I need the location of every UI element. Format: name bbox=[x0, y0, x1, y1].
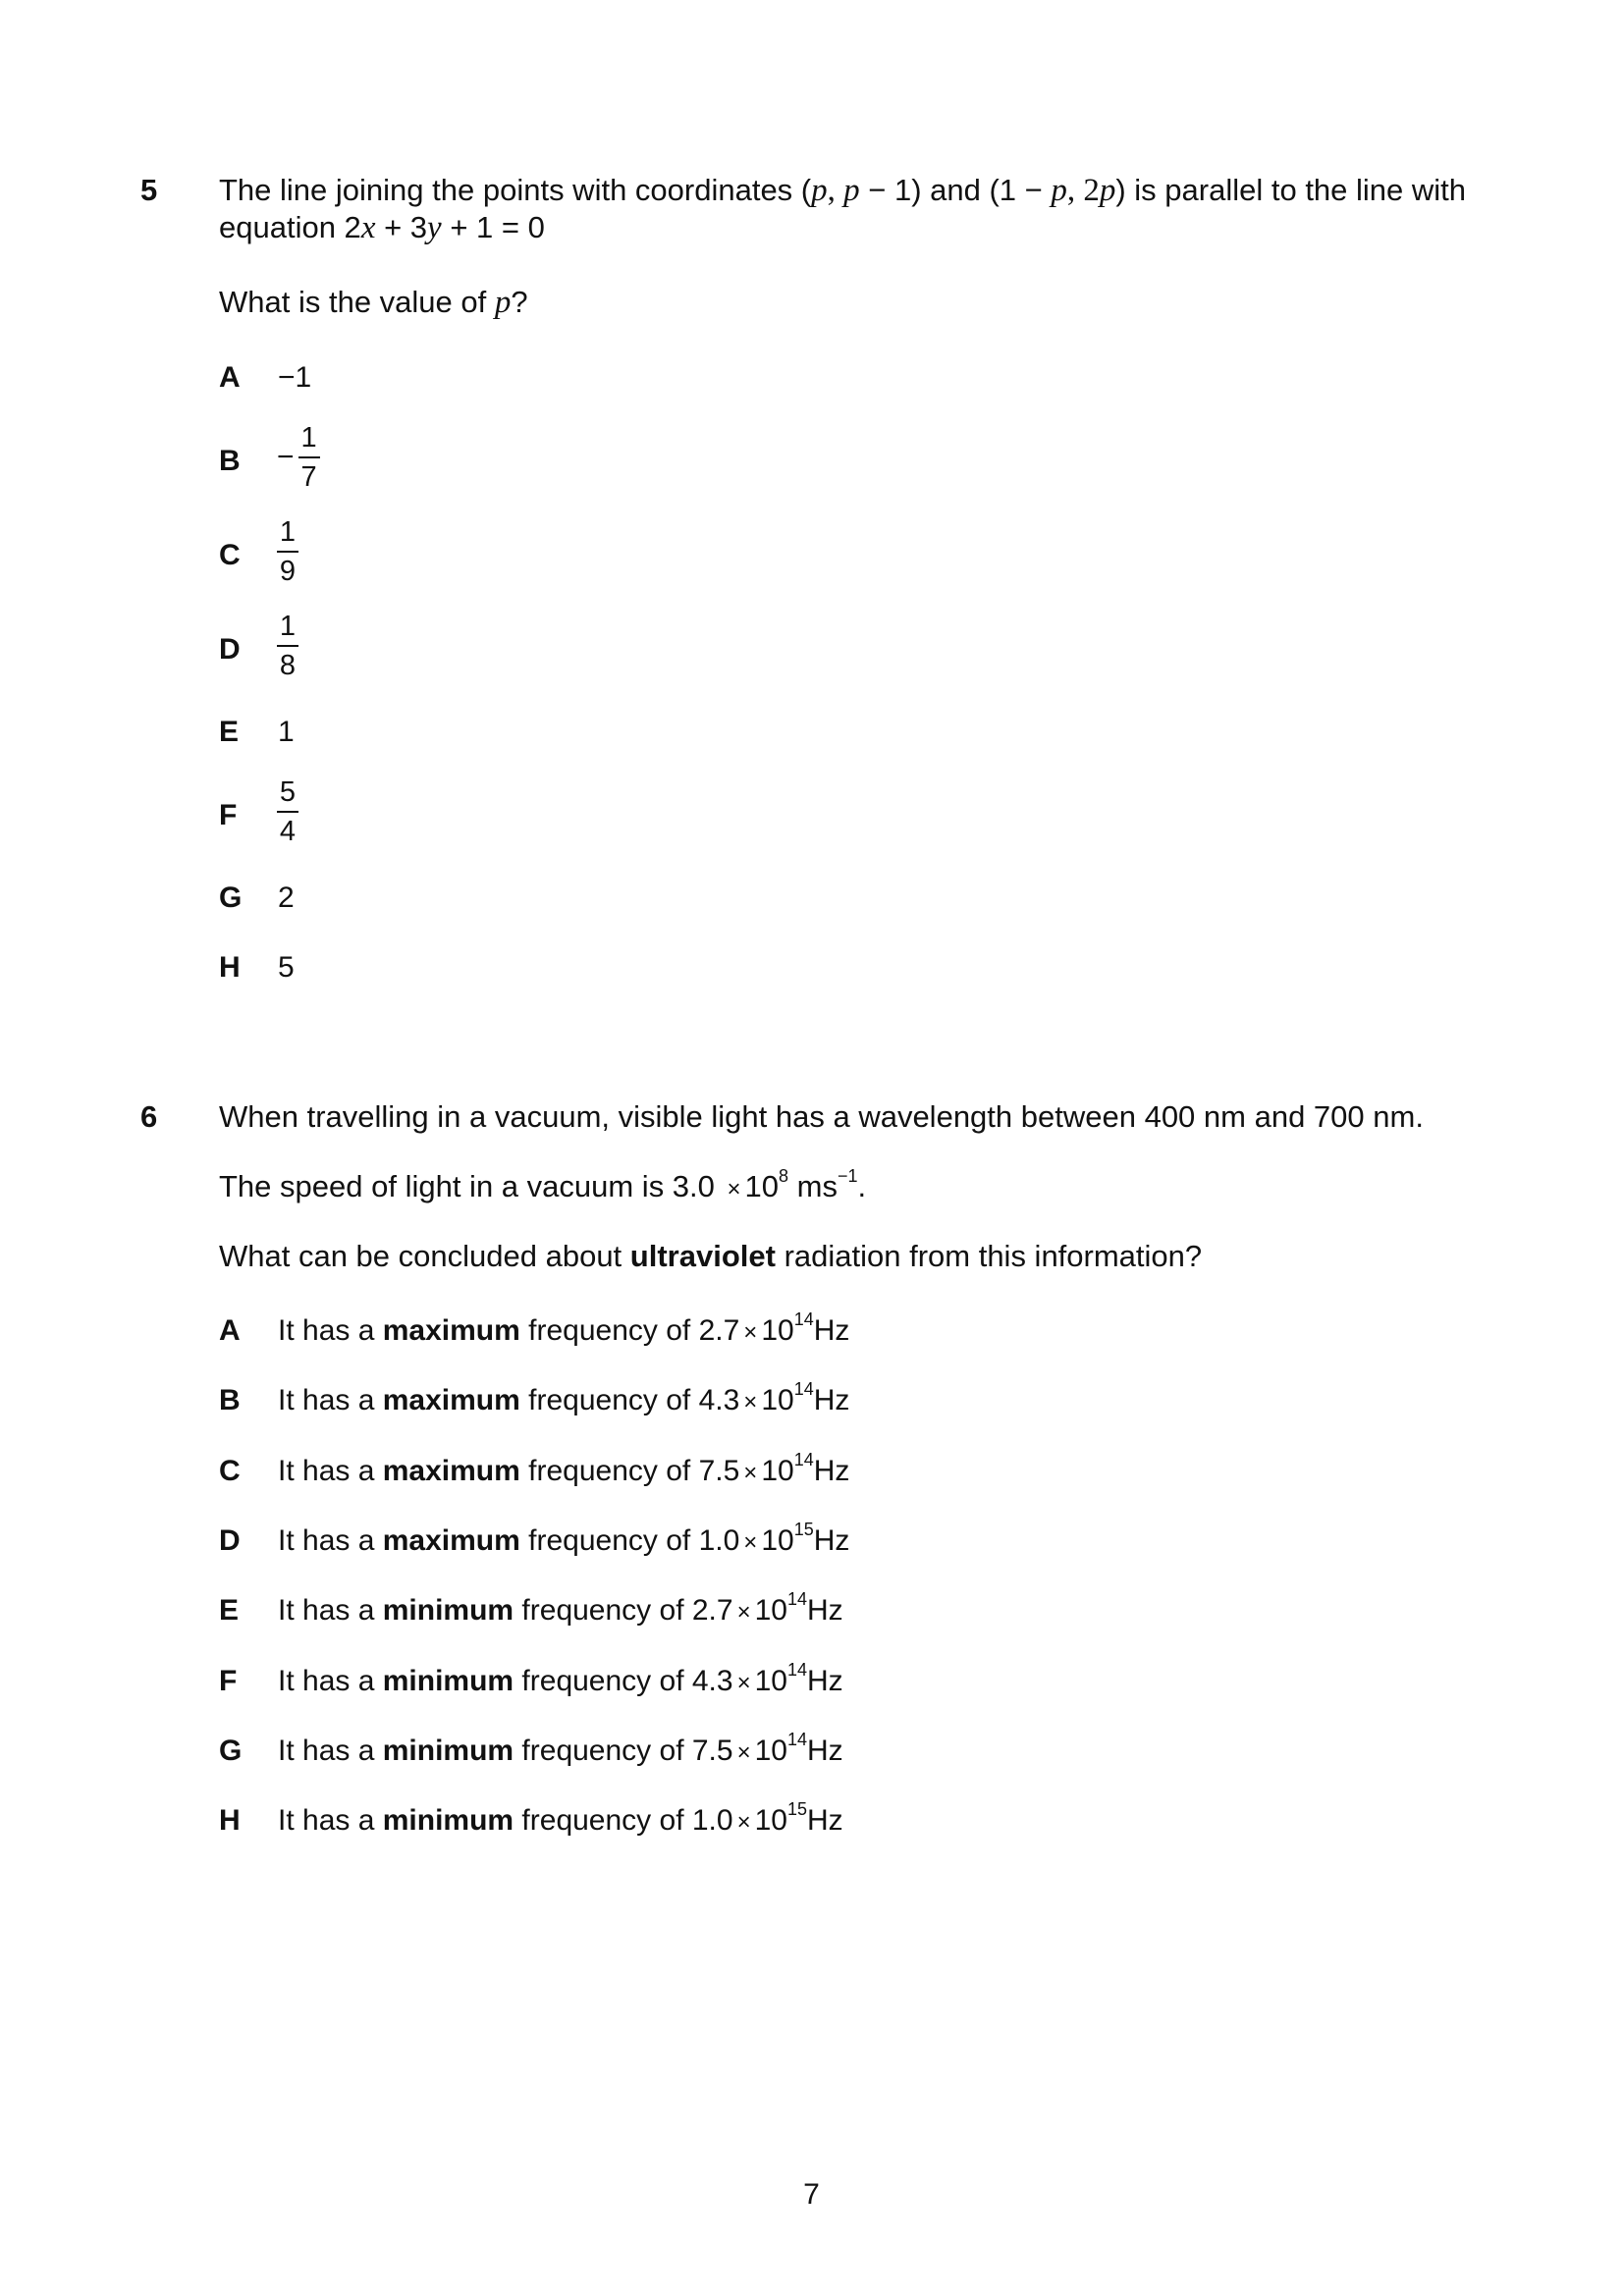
option-mid: frequency of bbox=[519, 1314, 699, 1347]
q6-option-text-f bbox=[278, 1660, 843, 1701]
q6-question bbox=[219, 1238, 1202, 1275]
q6-option-text-b bbox=[278, 1379, 850, 1420]
option-prefix: It has a bbox=[278, 1665, 383, 1697]
q5-stem-text: − 1) and (1 − bbox=[859, 173, 1052, 207]
option-mid: frequency of bbox=[514, 1665, 692, 1697]
times-sign: × bbox=[736, 1809, 751, 1836]
q6-stem-line-2 bbox=[219, 1165, 867, 1208]
q5-option-letter-a: A bbox=[219, 361, 241, 394]
power-exponent: 14 bbox=[793, 1450, 814, 1469]
option-mid: frequency of bbox=[519, 1524, 699, 1557]
q6-option-text-g bbox=[278, 1730, 843, 1771]
q5-option-letter-h: H bbox=[219, 951, 241, 984]
power-base: 10 bbox=[744, 1169, 780, 1203]
unit-text: Hz bbox=[807, 1594, 843, 1627]
q5-stem-text: ) is parallel to the line with bbox=[1115, 173, 1467, 207]
q5-option-letter-b: B bbox=[219, 445, 241, 477]
fraction bbox=[277, 516, 298, 587]
q5-stem-text: The line joining the points with coordinates ( bbox=[219, 173, 812, 207]
fraction-bar bbox=[277, 645, 298, 647]
power-exponent: 15 bbox=[793, 1520, 814, 1539]
option-mantissa: 2.7 bbox=[698, 1314, 740, 1347]
unit-text: ms bbox=[788, 1169, 838, 1203]
q6-option-text-a bbox=[278, 1309, 850, 1351]
option-mid: frequency of bbox=[514, 1804, 692, 1837]
option-kind: minimum bbox=[382, 1594, 514, 1627]
fraction-numerator: 1 bbox=[300, 422, 317, 454]
fraction-bar bbox=[277, 551, 298, 553]
times-sign: × bbox=[736, 1670, 751, 1696]
times-sign: × bbox=[736, 1739, 751, 1766]
q5-option-value-g: 2 bbox=[278, 881, 295, 914]
q5-stem-text: + 1 = 0 bbox=[441, 210, 545, 244]
q5-comma: , bbox=[827, 173, 844, 208]
option-kind: maximum bbox=[382, 1314, 520, 1347]
power-exponent: 14 bbox=[786, 1660, 808, 1680]
q5-var-y: y bbox=[427, 210, 442, 245]
option-prefix: It has a bbox=[278, 1804, 383, 1837]
fraction bbox=[277, 776, 298, 847]
fraction-numerator: 5 bbox=[279, 776, 297, 808]
option-kind: minimum bbox=[382, 1735, 514, 1767]
unit-text: Hz bbox=[813, 1524, 850, 1557]
fraction-denominator: 4 bbox=[279, 816, 297, 847]
q5-stem-text: equation 2 bbox=[219, 210, 361, 244]
q6-option-text-h bbox=[278, 1799, 843, 1841]
page-number: 7 bbox=[803, 2178, 820, 2211]
question-number-6: 6 bbox=[140, 1099, 158, 1134]
unit-text: Hz bbox=[813, 1384, 850, 1416]
q5-var-p: p bbox=[811, 173, 828, 208]
q6-option-text-c bbox=[278, 1450, 850, 1491]
q6-option-letter-c: C bbox=[219, 1455, 241, 1487]
power-base: 10 bbox=[761, 1314, 794, 1347]
option-prefix: It has a bbox=[278, 1594, 383, 1627]
power-exponent: 15 bbox=[786, 1799, 808, 1819]
fraction-denominator: 7 bbox=[300, 461, 317, 493]
fraction bbox=[277, 611, 298, 681]
q5-option-letter-f: F bbox=[219, 799, 238, 831]
q5-question-text: What is the value of bbox=[219, 285, 495, 319]
q6-question-emphasis: ultraviolet bbox=[629, 1239, 776, 1273]
unit-exponent: −1 bbox=[837, 1165, 858, 1186]
q6-option-letter-e: E bbox=[219, 1594, 240, 1627]
times-sign: × bbox=[743, 1460, 758, 1486]
option-kind: minimum bbox=[382, 1804, 514, 1837]
q6-option-text-e bbox=[278, 1589, 843, 1630]
option-prefix: It has a bbox=[278, 1314, 383, 1347]
power-base: 10 bbox=[754, 1735, 787, 1767]
power-base: 10 bbox=[761, 1384, 794, 1416]
fraction-denominator: 8 bbox=[279, 650, 297, 681]
q5-option-fraction-c bbox=[277, 516, 298, 587]
q5-option-letter-d: D bbox=[219, 633, 241, 666]
times-sign: × bbox=[743, 1529, 758, 1556]
q5-var-p: p bbox=[843, 173, 860, 208]
power-exponent: 14 bbox=[793, 1379, 814, 1399]
option-mantissa: 4.3 bbox=[691, 1665, 733, 1697]
times-sign: × bbox=[743, 1389, 758, 1415]
q5-option-value-a: −1 bbox=[278, 361, 312, 394]
fraction-numerator: 1 bbox=[279, 611, 297, 642]
q5-option-letter-c: C bbox=[219, 539, 241, 571]
q5-option-fraction-d bbox=[277, 611, 298, 681]
option-mid: frequency of bbox=[519, 1455, 699, 1487]
option-kind: minimum bbox=[382, 1665, 514, 1697]
option-kind: maximum bbox=[382, 1455, 520, 1487]
option-kind: maximum bbox=[382, 1524, 520, 1557]
minus-sign: − bbox=[277, 441, 295, 473]
q6-stem-text: The speed of light in a vacuum is 3.0 bbox=[219, 1169, 724, 1203]
q6-option-text-d bbox=[278, 1520, 850, 1561]
power-exponent: 8 bbox=[779, 1165, 789, 1186]
q5-option-fraction-b bbox=[277, 422, 320, 493]
q6-option-letter-f: F bbox=[219, 1665, 238, 1697]
option-mid: frequency of bbox=[519, 1384, 699, 1416]
q5-var-p: p bbox=[494, 285, 512, 320]
option-prefix: It has a bbox=[278, 1524, 383, 1557]
power-base: 10 bbox=[754, 1594, 787, 1627]
power-base: 10 bbox=[761, 1455, 794, 1487]
q6-option-letter-d: D bbox=[219, 1524, 241, 1557]
q5-question bbox=[219, 284, 528, 321]
full-stop: . bbox=[857, 1169, 867, 1203]
times-sign: × bbox=[743, 1319, 758, 1346]
option-prefix: It has a bbox=[278, 1735, 383, 1767]
times-sign: × bbox=[736, 1599, 751, 1626]
q6-stem-line-1: When travelling in a vacuum, visible light has a wavelength between 400 nm and 700 nm. bbox=[219, 1099, 1424, 1134]
option-mid: frequency of bbox=[514, 1735, 692, 1767]
fraction-bar bbox=[298, 456, 320, 458]
q5-option-letter-e: E bbox=[219, 716, 240, 748]
q5-question-mark: ? bbox=[511, 285, 528, 319]
q6-option-letter-h: H bbox=[219, 1804, 241, 1837]
option-mantissa: 1.0 bbox=[698, 1524, 740, 1557]
power-base: 10 bbox=[761, 1524, 794, 1557]
unit-text: Hz bbox=[807, 1804, 843, 1837]
q5-stem-text: + 3 bbox=[375, 210, 428, 244]
option-mantissa: 7.5 bbox=[698, 1455, 740, 1487]
question-number-5: 5 bbox=[140, 173, 158, 207]
option-mantissa: 1.0 bbox=[691, 1804, 733, 1837]
unit-text: Hz bbox=[813, 1314, 850, 1347]
option-prefix: It has a bbox=[278, 1384, 383, 1416]
fraction bbox=[298, 422, 320, 493]
q5-var-p: p bbox=[1051, 173, 1067, 208]
q6-option-letter-b: B bbox=[219, 1384, 241, 1416]
option-mantissa: 4.3 bbox=[698, 1384, 740, 1416]
q6-question-text: radiation from this information? bbox=[775, 1239, 1203, 1273]
q5-option-value-e: 1 bbox=[278, 716, 295, 748]
q6-option-letter-g: G bbox=[219, 1735, 243, 1767]
unit-text: Hz bbox=[813, 1455, 850, 1487]
q5-var-p: p bbox=[1099, 173, 1116, 208]
q5-option-fraction-f bbox=[277, 776, 298, 847]
fraction-denominator: 9 bbox=[279, 556, 297, 587]
q5-stem-line-2 bbox=[219, 209, 545, 246]
fraction-numerator: 1 bbox=[279, 516, 297, 548]
power-base: 10 bbox=[754, 1804, 787, 1837]
option-prefix: It has a bbox=[278, 1455, 383, 1487]
q5-var-x: x bbox=[360, 210, 376, 245]
q5-option-value-h: 5 bbox=[278, 951, 295, 984]
unit-text: Hz bbox=[807, 1735, 843, 1767]
option-mantissa: 2.7 bbox=[691, 1594, 733, 1627]
power-exponent: 14 bbox=[793, 1309, 814, 1329]
fraction-bar bbox=[277, 811, 298, 813]
q5-comma: , 2 bbox=[1066, 173, 1100, 208]
q6-option-letter-a: A bbox=[219, 1314, 241, 1347]
times-sign: × bbox=[727, 1176, 741, 1202]
q5-stem-line-1 bbox=[219, 172, 1466, 209]
power-base: 10 bbox=[754, 1665, 787, 1697]
power-exponent: 14 bbox=[786, 1730, 808, 1749]
q6-question-text: What can be concluded about bbox=[219, 1239, 630, 1273]
option-kind: maximum bbox=[382, 1384, 520, 1416]
option-mid: frequency of bbox=[514, 1594, 692, 1627]
option-mantissa: 7.5 bbox=[691, 1735, 733, 1767]
q5-option-letter-g: G bbox=[219, 881, 243, 914]
power-exponent: 14 bbox=[786, 1589, 808, 1609]
unit-text: Hz bbox=[807, 1665, 843, 1697]
